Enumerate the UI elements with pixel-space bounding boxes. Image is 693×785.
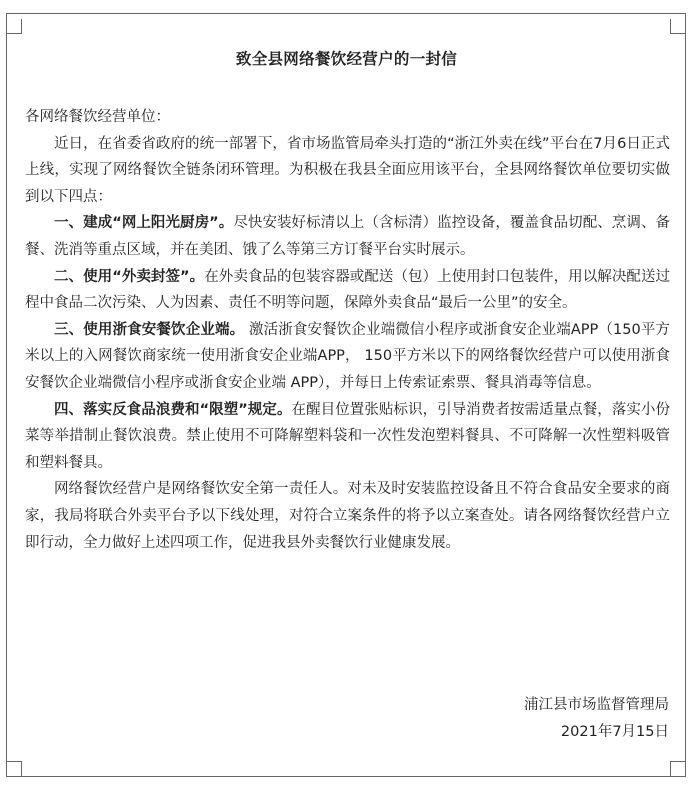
point-3-body: 激活浙食安餐饮企业端微信小程序或浙食安企业端APP（150平方米以上的入网餐饮商家统一使用浙食安企业端APP， 150平方米以下的网络餐饮经营户可以使用浙食安餐饮企业端微信小程序或浙食安企业端 APP），并每日上传索证索票、餐具消毒等信息。	[25, 321, 670, 391]
signature: 浦江县市场监督管理局	[524, 697, 669, 713]
letter-date: 2021年7月15日	[560, 724, 669, 740]
closing-paragraph: 网络餐饮经营户是网络餐饮安全第一责任人。对未及时安装监控设备且不符合食品安全要求的商家，我局将联合外卖平台予以下线处理，对符合立案条件的将予以立案查处。请各网络餐饮经营户立即行动，全力做好上述四项工作，促进我县外卖餐饮行业健康发展。	[25, 481, 670, 551]
point-3	[25, 317, 670, 397]
point-1-heading: 一、建成“网上阳光厨房”。	[54, 215, 234, 232]
frame-corner-top-right	[670, 19, 685, 34]
letter-title: 致全县网络餐饮经营户的一封信	[235, 50, 458, 68]
frame-corner-bottom-right	[670, 761, 685, 776]
point-4	[25, 397, 670, 477]
signature-block	[524, 692, 669, 746]
point-4-body: 在醒目位置张贴标识，引导消费者按需适量点餐，落实小份菜等举措制止餐饮浪费。禁止使用不可降解塑料袋和一次性发泡塑料餐具、不可降解一次性塑料吸管和塑料餐具。	[25, 401, 670, 471]
salutation: 各网络餐饮经营单位：	[25, 109, 170, 125]
point-2-body: 在外卖食品的包装容器或配送（包）上使用封口包装件，用以解决配送过程中食品二次污染、人为因素、责任不明等问题，保障外卖食品“最后一公里”的安全。	[25, 268, 670, 312]
frame-corner-bottom-left	[7, 761, 22, 776]
point-4-heading: 四、落实反食品浪费和“限塑”规定。	[54, 401, 292, 418]
point-1	[25, 210, 670, 263]
intro-paragraph: 近日，在省委省政府的统一部署下，省市场监管局牵头打造的“浙江外卖在线”平台在7月6日正式上线，实现了网络餐饮全链条闭环管理。为积极在我县全面应用该平台，全县网络餐饮单位要切实做到以下四点：	[25, 135, 670, 205]
point-3-heading: 三、使用浙食安餐饮企业端。	[54, 321, 245, 338]
frame-corner-top-left	[7, 19, 22, 34]
letter-body	[25, 104, 670, 556]
point-2	[25, 264, 670, 317]
point-1-body: 尽快安装好标清以上（含标清）监控设备，覆盖食品切配、烹调、备餐、洗消等重点区域，并在美团、饿了么等第三方订餐平台实时展示。	[25, 215, 671, 258]
point-2-heading: 二、使用“外卖封签”。	[54, 268, 205, 285]
